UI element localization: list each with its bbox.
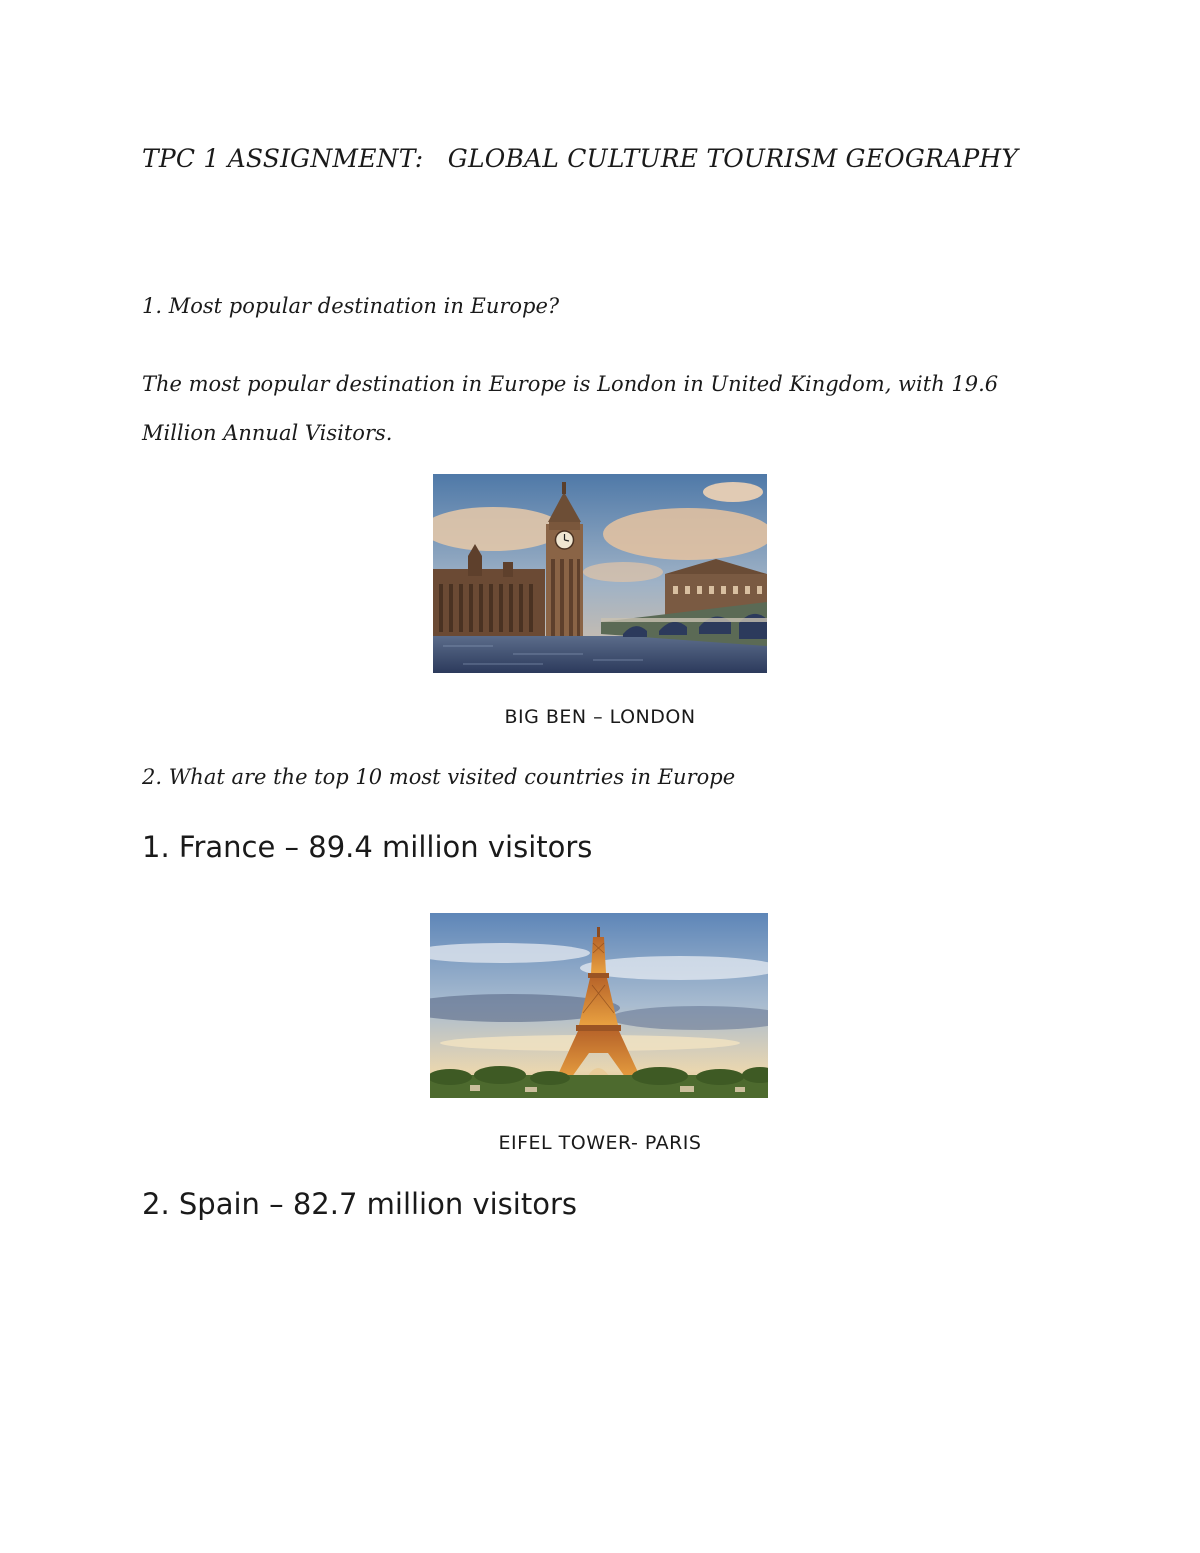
question-2: 2. What are the top 10 most visited countries in Europe	[142, 765, 736, 789]
list-item: 2. Spain – 82.7 million visitors	[142, 1187, 577, 1221]
image-2-caption: EIFEL TOWER- PARIS	[498, 1132, 702, 1154]
eiffel-tower-paris-photo	[430, 913, 768, 1098]
question-1: 1. Most popular destination in Europe?	[142, 294, 560, 318]
list-item: 1. France – 89.4 million visitors	[142, 830, 593, 864]
document-title: TPC 1 ASSIGNMENT: GLOBAL CULTURE TOURISM GEOGRAPHY	[142, 144, 1019, 173]
image-1-caption: BIG BEN – LONDON	[504, 706, 696, 728]
big-ben-london-photo	[433, 474, 767, 673]
answer-1: The most popular destination in Europe is London in United Kingdom, with 19.6 Million Annual Visitors.	[142, 372, 999, 445]
